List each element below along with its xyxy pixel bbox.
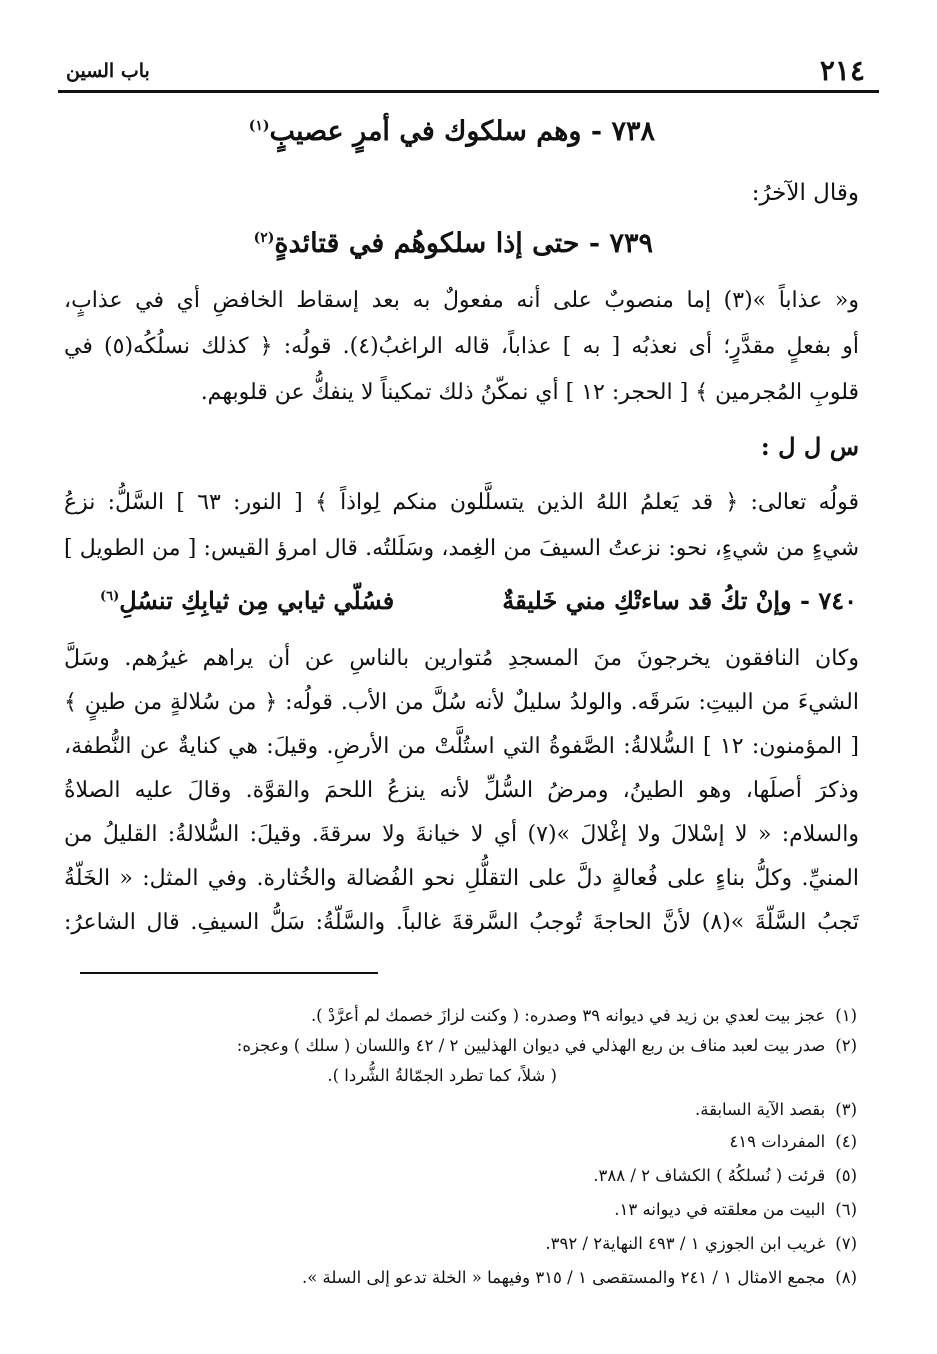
paragraph2-line: قولُه تعالى: ﴿ قد يَعلمُ اللهُ الذين يتسلَّلون منكم لِواذاً ﴾ [ النور: ٦٣ ] السَّلُّ: نزعُ bbox=[64, 490, 859, 515]
footnote-ref: (١) bbox=[248, 118, 270, 134]
footnote-text: عجز بيت لعدي بن زيد في ديوانه ٣٩ وصدره: ( وكنت لزازَ خصمك لم أعرَّدْ ). bbox=[310, 1006, 826, 1025]
intro-other: وقال الآخرُ: bbox=[751, 180, 859, 206]
verse-740 bbox=[100, 586, 857, 620]
section-title: باب السين bbox=[66, 60, 150, 82]
footnote bbox=[70, 1234, 857, 1253]
footnote-number: (٢) bbox=[835, 1036, 857, 1055]
verse-first-hemistich: ٧٤٠ - وإنْ تكُ قد ساءتْكِ مني خَليقةٌ bbox=[502, 586, 857, 615]
footnote-number: (٥) bbox=[835, 1166, 857, 1185]
verse-text: حتى إذا سلكوهُم في قتائدةٍ bbox=[274, 228, 580, 259]
footnote bbox=[70, 1036, 857, 1055]
footnote-ref: (٢) bbox=[253, 230, 275, 246]
footnote-text: صدر بيت لعبد مناف بن ربع الهذلي في ديوان الهذليين ٢ / ٤٢ واللسان ( سلك ) وعجزه: bbox=[236, 1036, 826, 1055]
hemistich-2: فسُلّي ثيابي مِن ثيابِكِ تنسُلِ bbox=[119, 586, 395, 615]
footnote-text: مجمع الامثال ١ / ٢٤١ والمستقصى ١ / ٣١٥ وفيهما « الخلة تدعو إلى السلة ». bbox=[301, 1268, 826, 1287]
footnote-number: (٧) bbox=[835, 1234, 857, 1253]
paragraph1-line: قلوبِ المُجرمين ﴾ [ الحجر: ١٢ ] أي نمكّنُ ذلك تمكيناً لا ينفكُّ عن قلوبهم. bbox=[200, 380, 859, 405]
verse-738: ٧٣٨ - وهم سلكوك في أمرٍ عصيبٍ$^{(١)}$ bbox=[248, 116, 655, 147]
footnote-text: البيت من معلقته في ديوانه ١٣. bbox=[614, 1200, 826, 1219]
footnote-ref: (٦) bbox=[100, 589, 120, 604]
footnote-text: قرئت ( نُسلكُهُ ) الكشاف ٢ / ٣٨٨. bbox=[593, 1166, 826, 1185]
footnote bbox=[70, 1006, 857, 1025]
footnote bbox=[70, 1166, 857, 1185]
footnote-number: (١) bbox=[835, 1006, 857, 1025]
footnote-text: المفردات ٤١٩ bbox=[729, 1132, 826, 1151]
footnote-text: غريب ابن الجوزي ١ / ٤٩٣ النهاية٢ / ٣٩٢. bbox=[545, 1234, 826, 1253]
verse-second-hemistich bbox=[100, 586, 394, 615]
footnote-number: (٨) bbox=[835, 1268, 857, 1287]
footnote-number: (٣) bbox=[835, 1100, 857, 1119]
page-number: ٢١٤ bbox=[819, 54, 865, 87]
paragraph2-line: شيءٍ من شيءٍ، نحو: نزعتُ السيفَ من الغِمد، وسَلَلتُه. قال امرؤ القيس: [ من الطويل ] bbox=[64, 536, 859, 561]
footnote-continuation bbox=[70, 1066, 557, 1085]
paragraph1-line: و« عذاباً »(٣) إما منصوبٌ على أنه مفعولٌ به بعد إسقاط الخافضِ أي في عذابٍ، bbox=[64, 288, 859, 313]
verse-text: وهم سلكوك في أمرٍ عصيبٍ bbox=[269, 116, 582, 147]
footnote-text: ( شلاً، كما تطرد الجمّالةُ الشُّردا ). bbox=[327, 1066, 557, 1085]
page-header bbox=[58, 52, 879, 92]
footnote bbox=[70, 1100, 857, 1119]
root-heading: س ل ل : bbox=[760, 432, 859, 461]
footnote bbox=[70, 1268, 857, 1287]
paragraph3-line: [ المؤمنون: ١٢ ] السُّلالةُ: الصَّفوةُ التي استُلَّتْ من الأرضِ. وقيلَ: هي كنايةٌ عن النُّطفة، bbox=[64, 734, 859, 759]
footnote-separator bbox=[80, 972, 378, 974]
footnote-number: (٤) bbox=[835, 1132, 857, 1151]
hemistich-1: وإنْ تكُ قد ساءتْكِ مني خَليقةٌ bbox=[502, 586, 792, 615]
verse-739: ٧٣٩ - حتى إذا سلكوهُم في قتائدةٍ$^{(٢)}$ bbox=[253, 228, 653, 259]
paragraph3-line: وذكرَ أصلَها، وهو الطينُ، ومرضُ السُّلِّ لأنه ينزعُ اللحمَ والقوَّة. وقالَ عليه الصلاةُ bbox=[64, 778, 859, 803]
paragraph3-line: والسلام: « لا إسْلالَ ولا إغْلالَ »(٧) أي لا خيانةَ ولا سرقةَ. وقيلَ: السُّلالةُ: القليلُ من bbox=[64, 822, 859, 847]
verse-number: ٧٣٩ bbox=[609, 228, 653, 259]
verse-number: ٧٤٠ bbox=[818, 586, 857, 615]
footnote-number: (٦) bbox=[835, 1200, 857, 1219]
paragraph1-line: أو بفعلٍ مقدَّرٍ؛ أى نعذبُه [ به ] عذاباً، قاله الراغبُ(٤). قولُه: ﴿ كذلك نسلُكُه(٥) في bbox=[64, 334, 859, 359]
paragraph3-line: وكان النافقون يخرجونَ منَ المسجدِ مُتوارين بالناسِ عن أن يراهم غيرُهم. وسَلَّ bbox=[64, 646, 859, 671]
footnote bbox=[70, 1132, 857, 1151]
header-rule bbox=[58, 90, 879, 93]
footnote-text: بقصد الآية السابقة. bbox=[695, 1100, 826, 1119]
paragraph3-line: المنيِّ. وكلُّ بناءٍ على فُعالةٍ دلَّ على التقلُّلِ نحو الفُضالة والخُثارة. وفي المثل: « الخَلّةُ bbox=[64, 866, 859, 891]
paragraph3-line: تَجبُ السَّلّةَ »(٨) لأنَّ الحاجةَ تُوجبُ السَّرقةَ غالباً. والسَّلّةُ: سَلُّ السيفِ. قال الشاعرُ: bbox=[64, 910, 859, 935]
footnote bbox=[70, 1200, 857, 1219]
verse-number: ٧٣٨ bbox=[611, 116, 655, 147]
paragraph3-line: الشيءَ من البيتِ: سَرقَه. والولدُ سليلٌ لأنه سُلَّ من الأب. قولُه: ﴿ من سُلالةٍ من طينٍ ﴾ bbox=[64, 690, 859, 715]
